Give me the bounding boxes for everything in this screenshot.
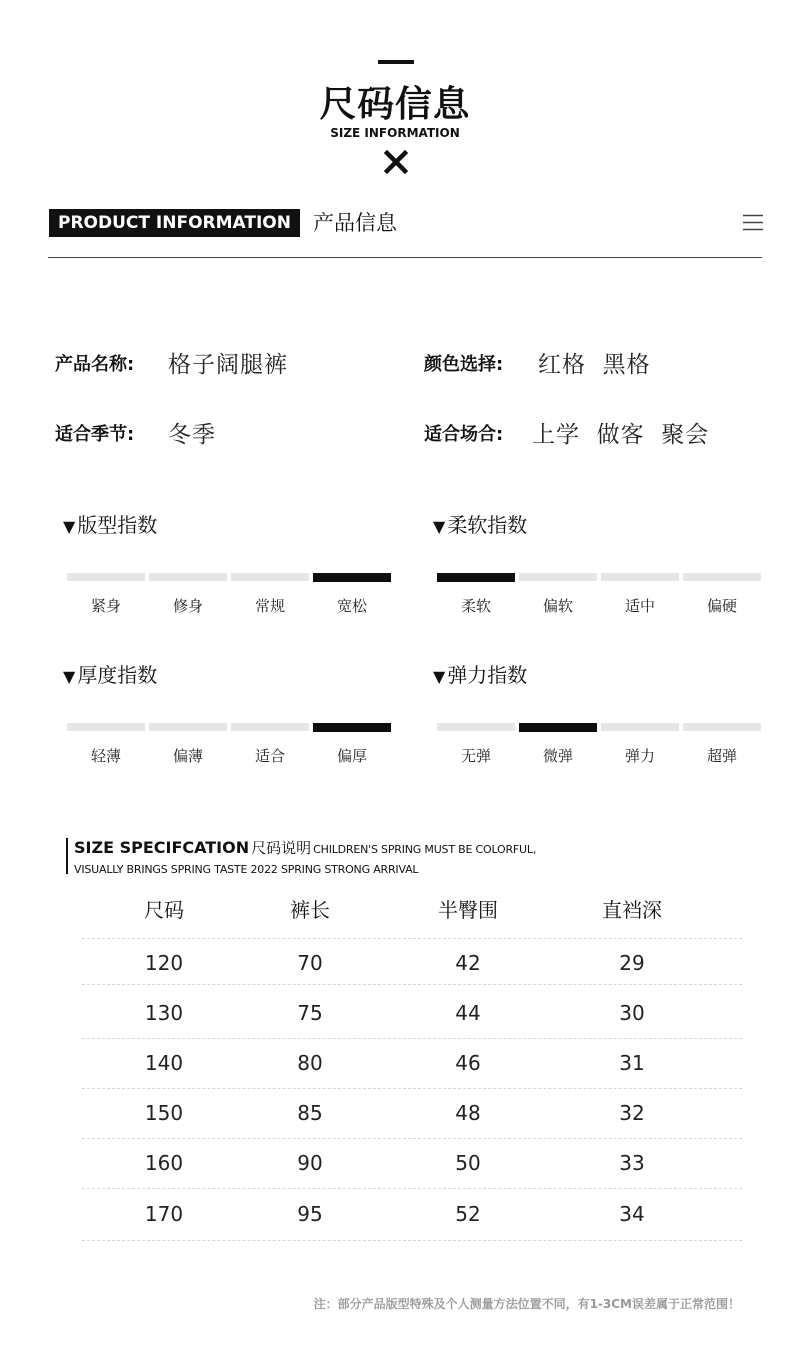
occasion-label: 适合场合: <box>424 424 504 445</box>
table-cell: 31 <box>619 1051 645 1075</box>
fit-segment <box>67 573 145 581</box>
elasticity-option-label: 超弹 <box>706 747 737 765</box>
table-cell: 120 <box>144 951 184 975</box>
section-divider <box>48 257 762 258</box>
table-divider <box>82 1240 742 1241</box>
softness-segment <box>683 573 761 581</box>
table-divider <box>82 938 742 939</box>
softness-option-label: 偏软 <box>542 597 573 615</box>
elasticity-option-label: 微弹 <box>542 747 573 765</box>
softness-segment <box>519 573 597 581</box>
table-cell: 52 <box>455 1202 481 1226</box>
elasticity-segment <box>601 723 679 731</box>
table-cell: 70 <box>297 951 323 975</box>
table-header-cell: 直裆深 <box>602 898 662 922</box>
spec-tagline-2: VISUALLY BRINGS SPRING TASTE 2022 SPRING STRONG ARRIVAL <box>74 863 419 876</box>
fit-segment <box>149 573 227 581</box>
measurement-note: 注：部分产品版型特殊及个人测量方法位置不同，有1-3CM误差属于正常范围！ <box>313 1297 740 1311</box>
thickness-option-label: 轻薄 <box>90 747 121 765</box>
softness-option-label: 柔软 <box>460 597 491 615</box>
season-value: 冬季 <box>168 422 216 448</box>
table-header-cell: 裤长 <box>290 898 330 922</box>
table-divider <box>82 1038 742 1039</box>
thickness-segment <box>149 723 227 731</box>
menu-icon[interactable] <box>743 214 763 231</box>
triangle-down-icon: ▼ <box>63 667 76 686</box>
fit-index-title: ▼ 版型指数 <box>63 513 158 537</box>
page-title: 尺码信息 <box>319 84 471 125</box>
occasion-value: 上学 做客 聚会 <box>532 422 710 448</box>
fit-option-label: 常规 <box>254 597 285 615</box>
softness-index-title: ▼ 柔软指数 <box>433 513 528 537</box>
fit-segment <box>231 573 309 581</box>
table-divider <box>82 1188 742 1189</box>
table-cell: 44 <box>455 1001 481 1025</box>
softness-segment <box>601 573 679 581</box>
elasticity-segment <box>437 723 515 731</box>
spec-tagline-1: CHILDREN'S SPRING MUST BE COLORFUL, <box>313 843 537 856</box>
table-cell: 160 <box>144 1151 184 1175</box>
table-cell: 33 <box>619 1151 645 1175</box>
product-name-value: 格子阔腿裤 <box>168 352 288 378</box>
thickness-segment <box>313 723 391 732</box>
table-cell: 130 <box>144 1001 184 1025</box>
table-cell: 50 <box>455 1151 481 1175</box>
elasticity-index-title: ▼ 弹力指数 <box>433 663 528 687</box>
table-cell: 170 <box>144 1202 184 1226</box>
elasticity-option-label: 无弹 <box>460 747 491 765</box>
product-info-badge: PRODUCT INFORMATION <box>49 209 300 237</box>
triangle-down-icon: ▼ <box>433 667 446 686</box>
table-divider <box>82 1138 742 1139</box>
table-cell: 29 <box>619 951 645 975</box>
softness-option-label: 偏硬 <box>706 597 737 615</box>
thickness-option-label: 偏薄 <box>172 747 203 765</box>
table-cell: 42 <box>455 951 481 975</box>
fit-option-label: 修身 <box>172 597 203 615</box>
table-cell: 32 <box>619 1101 645 1125</box>
spec-accent-bar <box>66 838 68 874</box>
table-cell: 48 <box>455 1101 481 1125</box>
season-label: 适合季节: <box>55 424 135 445</box>
table-cell: 34 <box>619 1202 645 1226</box>
spec-title-en: SIZE SPECIFCATION <box>74 838 250 857</box>
fit-segment <box>313 573 391 582</box>
fit-option-label: 紧身 <box>90 597 121 615</box>
spec-heading <box>74 837 536 861</box>
table-cell: 90 <box>297 1151 323 1175</box>
page-subtitle: SIZE INFORMATION <box>330 126 460 140</box>
thickness-segment <box>67 723 145 731</box>
thickness-segment <box>231 723 309 731</box>
fit-option-label: 宽松 <box>336 597 367 615</box>
table-cell: 85 <box>297 1101 323 1125</box>
elasticity-segment <box>519 723 597 732</box>
thickness-option-label: 偏厚 <box>336 747 367 765</box>
table-cell: 75 <box>297 1001 323 1025</box>
table-cell: 140 <box>144 1051 184 1075</box>
color-value: 红格 黑格 <box>538 352 651 378</box>
table-cell: 80 <box>297 1051 323 1075</box>
table-divider <box>82 1088 742 1089</box>
triangle-down-icon: ▼ <box>433 517 446 536</box>
softness-option-label: 适中 <box>624 597 655 615</box>
thickness-option-label: 适合 <box>254 747 285 765</box>
spec-title-cn: 尺码说明 <box>251 839 312 857</box>
table-header-cell: 尺码 <box>144 898 184 922</box>
triangle-down-icon: ▼ <box>63 517 76 536</box>
softness-segment <box>437 573 515 582</box>
elasticity-option-label: 弹力 <box>624 747 655 765</box>
table-divider <box>82 984 742 985</box>
product-info-title: 产品信息 <box>313 211 397 235</box>
table-cell: 30 <box>619 1001 645 1025</box>
thickness-index-title: ▼ 厚度指数 <box>63 663 158 687</box>
table-cell: 95 <box>297 1202 323 1226</box>
product-name-label: 产品名称: <box>55 354 135 375</box>
color-label: 颜色选择: <box>424 354 504 375</box>
table-cell: 150 <box>144 1101 184 1125</box>
table-cell: 46 <box>455 1051 481 1075</box>
elasticity-segment <box>683 723 761 731</box>
close-icon <box>383 149 409 175</box>
table-header-cell: 半臀围 <box>438 898 498 922</box>
decorative-bar <box>378 60 414 64</box>
